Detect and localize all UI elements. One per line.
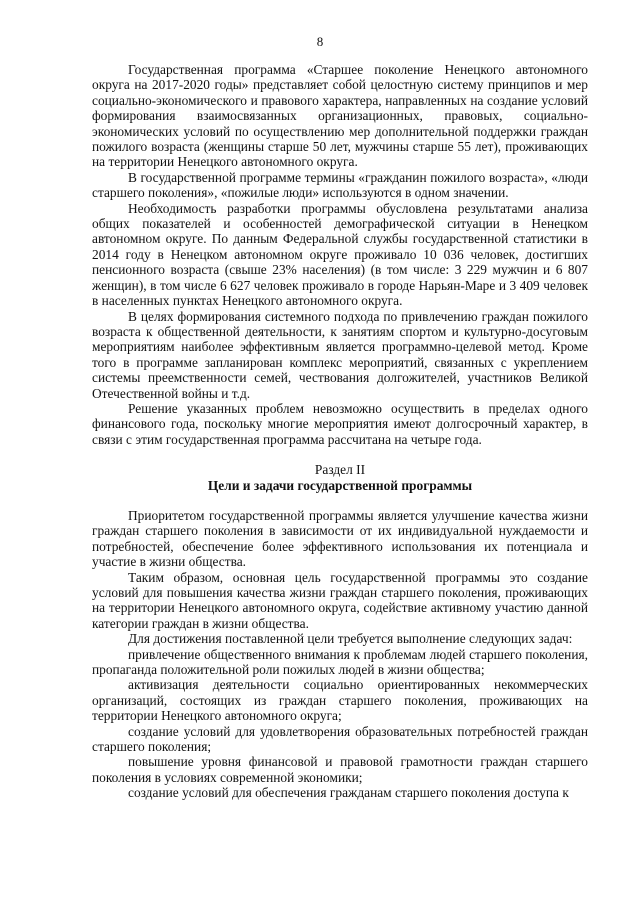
paragraph: Для достижения поставленной цели требуется выполнение следующих задач: [128,631,573,647]
paragraph: Таким образом, основная цель государственной программы это создание условий для повышения качества жизни граждан старшего поколения, проживающих на территории Ненецкого автономного округа, содействие активному участию данной категории граждан в жизни общества. [92,569,588,631]
task-item: привлечение общественного внимания к проблемам людей старшего поколения, пропаганда положительной роли пожилых людей в жизни общества; [92,646,588,678]
section-label: Раздел II [314,462,366,478]
paragraph: В целях формирования системного подхода по привлечению граждан пожилого возраста к общественной деятельности, к занятиям спортом и культурно-досуговым мероприятиям наиболее эффективным является программно-целевой метод. Кроме того в программе запланирован комплекс мероприятий, связанных с укреплением системы преемственности семей, чествования долгожителей, участников Великой Отечественной войны и т.д. [92,308,588,401]
section-title: Цели и задачи государственной программы [207,477,473,493]
paragraph: Приоритетом государственной программы является улучшение качества жизни граждан старшего поколения в зависимости от их индивидуальной нуждаемости и потребностей, обеспечение более эффективного использования их потенциала и участие в жизни общества. [92,507,588,570]
document-body [92,62,588,801]
task-item: активизация деятельности социально ориентированных некоммерческих организаций, состоящих из граждан старшего поколения, проживающих на территории Ненецкого автономного округа; [92,677,588,724]
spacer [92,447,588,462]
spacer [92,493,588,508]
page-number: 8 [316,34,324,49]
task-item: повышение уровня финансовой и правовой грамотности граждан старшего поколения в условиях современной экономики; [92,754,588,785]
task-item: создание условий для удовлетворения образовательных потребностей граждан старшего поколения; [92,723,588,755]
paragraph: Государственная программа «Старшее поколение Ненецкого автономного округа на 2017-2020 годы» представляет собой целостную систему принципов и мер социально-экономического и правового характера, направленных на создание условий формирования взаимосвязанных организационных, правовых, социально-экономических условий по осуществлению мер дополнительной поддержки граждан пожилого возраста (женщины старше 50 лет, мужчины старше 55 лет), проживающих на территории Ненецкого автономного округа. [92,62,588,170]
paragraph: В государственной программе термины «гражданин пожилого возраста», «люди старшего поколения», «пожилые люди» используются в одном значении. [92,169,588,201]
task-item: создание условий для обеспечения гражданам старшего поколения доступа к [128,785,569,801]
paragraph: Решение указанных проблем невозможно осуществить в пределах одного финансового года, поскольку многие мероприятия имеют долгосрочный характер, в связи с этим государственная программа рассчитана на четыре года. [92,400,588,447]
paragraph: Необходимость разработки программы обусловлена результатами анализа общих показателей и особенностей демографической ситуации в Ненецком автономном округе. По данным Федеральной службы государственной статистики в 2014 году в Ненецком автономном округе проживало 10 036 человек, достигших пенсионного возраста (свыше 23% населения) (в том числе: 3 229 мужчин и 6 807 женщин), в том числе 6 627 человек проживало в городе Нарьян-Маре и 3 409 человек в населенных пунктах Ненецкого автономного округа. [92,200,588,309]
